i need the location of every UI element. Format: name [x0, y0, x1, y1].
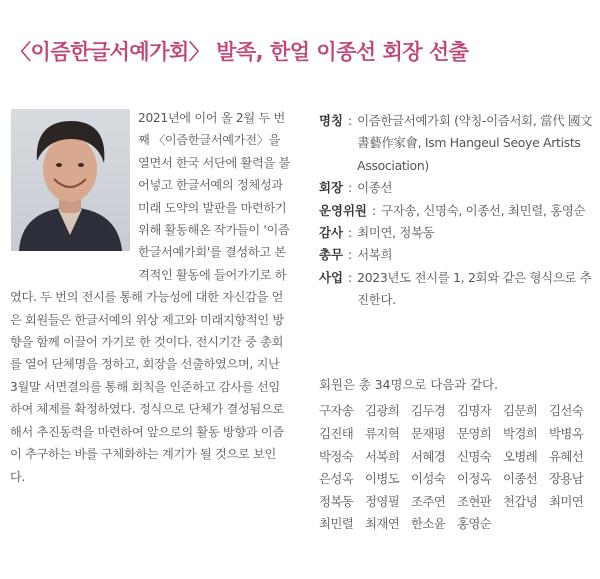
member-name: 이종선: [503, 471, 538, 487]
member-name: 이정옥: [457, 471, 492, 487]
info-value: 이종선: [357, 180, 393, 196]
info-value: 2023년도 전시를 1, 2회와 같은 형식으로 추진한다.: [357, 269, 592, 308]
member-name: 문재평: [411, 426, 446, 441]
info-value: 최미연, 정복동: [357, 225, 435, 241]
member-name: 김문희: [503, 403, 538, 419]
member-name: 오병례: [503, 448, 538, 464]
info-row-secretary: 총무 : 서복희: [319, 244, 594, 266]
members-intro: 회원은 총 34명으로 다음과 같다.: [319, 377, 499, 392]
member-name: 김광희: [365, 403, 400, 419]
article-body: [10, 107, 290, 488]
member-name: 박정숙: [319, 448, 354, 464]
info-value: 이즘한글서예가회 (약칭-이즘서회, 當代 國文書藝作家會, Ism Hangeul Seoye Artists Association): [357, 113, 593, 173]
member-name: 천갑녕: [503, 493, 538, 509]
member-name: 조현판: [457, 493, 492, 509]
member-name: 장용남: [549, 471, 584, 487]
info-row-auditor: 감사 : 최미연, 정복동: [319, 222, 594, 244]
info-key: 회장: [319, 180, 343, 196]
article-text: 2021년에 이어 올 2월 두 번째 〈이즘한글서예가전〉을 열면서 한국 서단에 활력을 불어넣고 한글서예의 정체성과 미래 도약의 발판을 마련하기 위해 활동해온 작가들이 '이즘한글서예가회'를 결성하고 본격적인 활동에 들어가기로 하였다. 두 번의 전시를 통해 가능성에 대한 자신감을 얻은 회원들은 한글서예의 위상 제고와 미래지향적인 방향을 함께 이끌어 가기로 한 것이다. 전시기간 중 총회를 열어 단체명을 정하고, 회장을 선출하였으며, 지난 3월말 서면결의를 통해 회칙을 인준하고 감사를 선임하여 체제를 확정하였다. 정식으로 단체가 결성됨으로 해서 추진동력을 마련하여 앞으로의 활동 방향과 이즘이 추구하는 바를 구체화하는 계기가 될 것으로 보인다.: [10, 111, 290, 484]
member-name: 류지혁: [365, 426, 400, 441]
member-name: 문영희: [457, 426, 492, 441]
member-name: 은성옥: [319, 471, 354, 487]
member-name: 김진태: [319, 426, 354, 441]
member-name: 조주연: [411, 493, 446, 509]
info-row-name: 명칭 : 이즘한글서예가회 (약칭-이즘서회, 當代 國文書藝作家會, Ism Hangeul Seoye Artists Association): [319, 110, 594, 177]
member-name: 이병도: [365, 471, 400, 487]
info-key: 사업: [319, 269, 343, 285]
member-name: 김명자: [457, 403, 492, 419]
member-name: 김선숙: [549, 403, 584, 419]
members-list: [319, 400, 600, 536]
page-title: 〈이즘한글서예가회〉 발족, 한얼 이종선 회장 선출: [10, 40, 469, 64]
member-name: 최미연: [549, 493, 584, 509]
member-name: 신명숙: [457, 448, 492, 464]
member-name: 서혜경: [411, 448, 446, 464]
members-section: [319, 374, 599, 536]
member-name: 정복동: [319, 493, 354, 509]
member-name: 구자송: [319, 403, 354, 419]
member-name: 최민렬: [319, 516, 354, 532]
member-name: 김두경: [411, 403, 446, 419]
member-name: 이성숙: [411, 471, 446, 487]
member-name: 박병옥: [549, 426, 584, 441]
member-name: 최재연: [365, 516, 400, 532]
member-name: 서복희: [365, 448, 400, 464]
info-key: 감사: [319, 225, 343, 241]
info-row-committee: 운영위원 : 구자송, 신명숙, 이종선, 최민렬, 홍영순: [319, 200, 594, 222]
info-key: 총무: [319, 247, 343, 263]
info-row-president: 회장 : 이종선: [319, 177, 594, 199]
info-key: 명칭: [319, 113, 343, 128]
info-key: 운영위원: [319, 202, 367, 218]
member-name: 한소윤: [411, 516, 446, 532]
member-name: 유혜선: [549, 448, 584, 464]
member-name: 정영필: [365, 493, 400, 509]
info-value: 서복희: [357, 247, 393, 263]
member-name: 홍영순: [457, 516, 492, 532]
association-info: [319, 110, 594, 312]
info-value: 구자송, 신명숙, 이종선, 최민렬, 홍영순: [381, 202, 586, 218]
member-name: 박경희: [503, 426, 538, 441]
info-row-business: 사업 : 2023년도 전시를 1, 2회와 같은 형식으로 추진한다.: [319, 267, 594, 312]
